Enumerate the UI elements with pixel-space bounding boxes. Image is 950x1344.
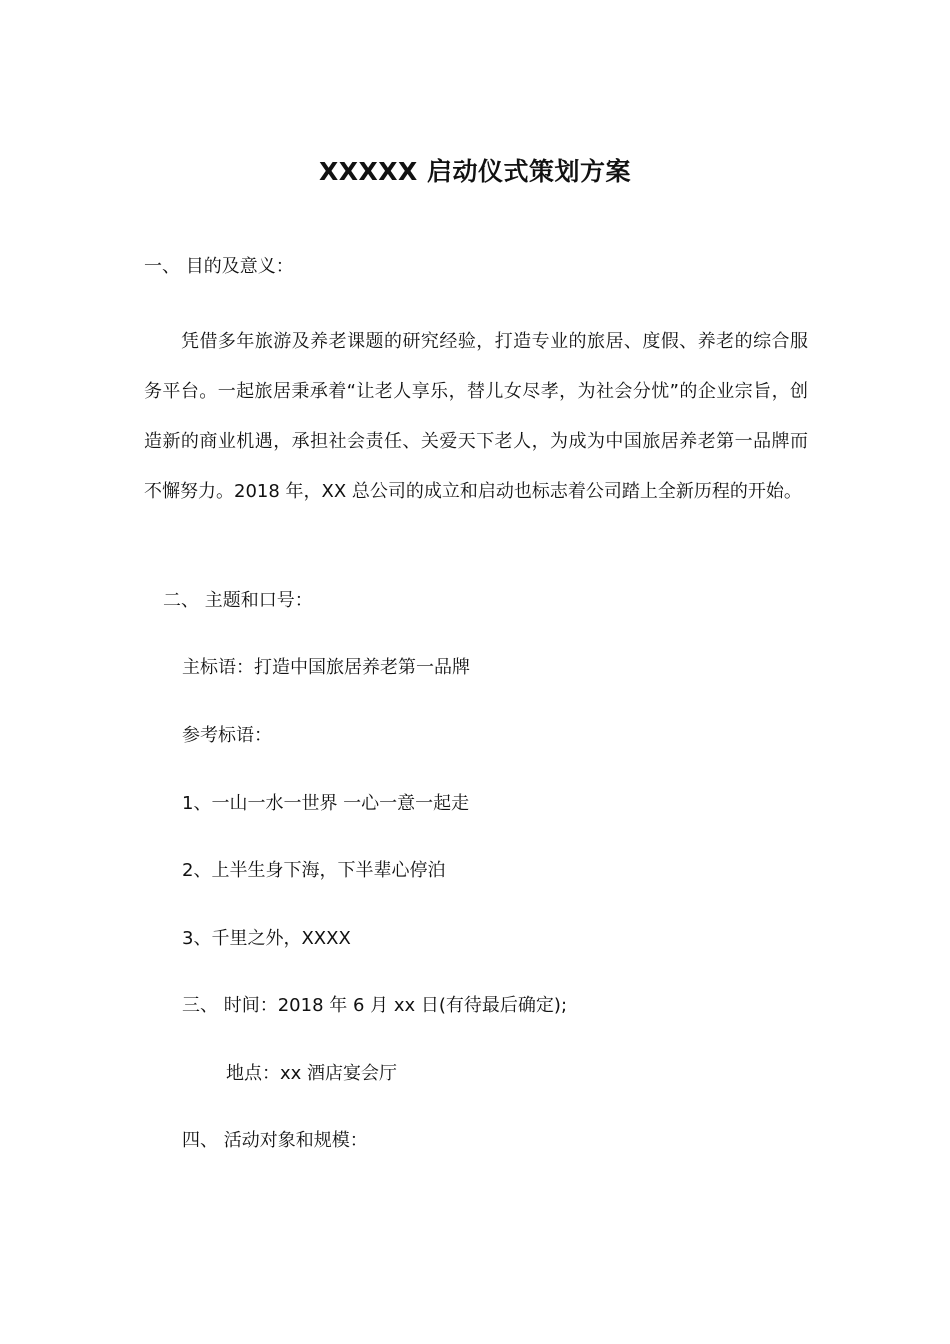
slogan-item: 2、上半生身下海，下半辈心停泊 xyxy=(182,860,446,881)
section-4-heading: 四、 活动对象和规模： xyxy=(182,1130,368,1151)
slogan-item: 1、一山一水一世界 一心一意一起走 xyxy=(182,793,470,814)
main-slogan: 主标语：打造中国旅居养老第一品牌 xyxy=(182,657,470,678)
reference-slogans-label: 参考标语： xyxy=(182,725,272,746)
section-3-heading: 三、 时间：2018 年 6 月 xx 日(有待最后确定); xyxy=(182,995,568,1016)
section-2-heading: 二、 主题和口号： xyxy=(163,590,313,611)
document-title: XXXXX 启动仪式策划方案 xyxy=(318,157,632,186)
event-location: 地点：xx 酒店宴会厅 xyxy=(226,1063,398,1084)
slogan-item: 3、千里之外，XXXX xyxy=(182,928,351,949)
section-1-heading: 一、 目的及意义： xyxy=(144,256,294,277)
section-1-paragraph: 凭借多年旅游及养老课题的研究经验，打造专业的旅居、度假、养老的综合服务平台。一起旅居秉承着“让老人享乐，替儿女尽孝，为社会分忧”的企业宗旨，创造新的商业机遇，承担社会责任、关爱天下老人，为成为中国旅居养老第一品牌而不懈努力。2018 年，XX 总公司的成立和启动也标志着公司踏上全新历程的开始。 xyxy=(144,331,808,502)
